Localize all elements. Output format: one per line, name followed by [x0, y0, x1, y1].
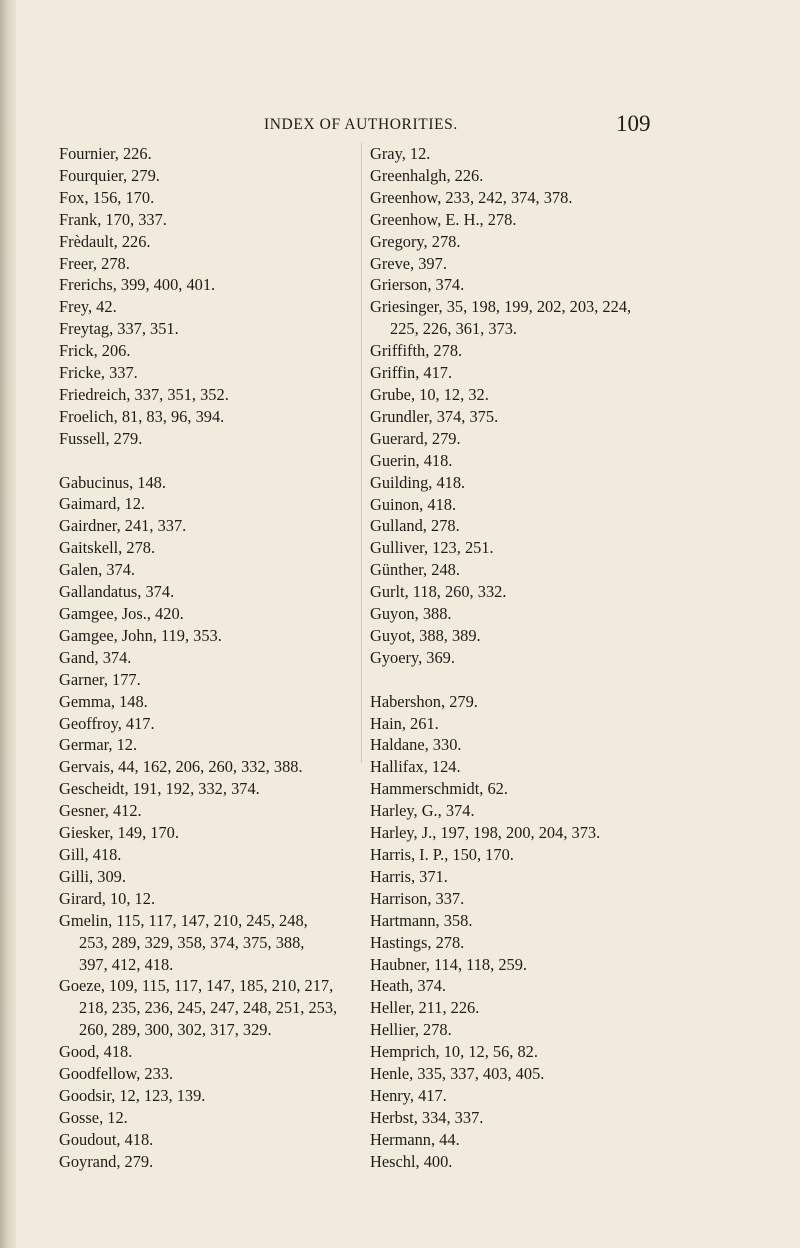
index-entry: Guinon, 418. [370, 494, 457, 514]
index-column-left [59, 143, 354, 1173]
index-entry: Good, 418. [59, 1042, 133, 1062]
index-entry: Gill, 418. [59, 844, 122, 864]
index-entry: Goudout, 418. [59, 1129, 154, 1149]
index-entry: Guyot, 388, 389. [370, 625, 481, 645]
index-entry: Garner, 177. [59, 669, 141, 689]
index-entry: Hastings, 278. [370, 932, 465, 952]
index-entry: Hallifax, 124. [370, 757, 461, 777]
column-divider [361, 143, 362, 763]
index-entry: Gescheidt, 191, 192, 332, 374. [59, 779, 260, 799]
index-entry: Hermann, 44. [370, 1129, 460, 1149]
index-entry: Frick, 206. [59, 341, 131, 361]
index-entry: Gregory, 278. [370, 231, 461, 251]
index-entry: Greenhow, 233, 242, 374, 378. [370, 187, 573, 207]
index-entry: Haldane, 330. [370, 735, 462, 755]
index-entry: Gamgee, Jos., 420. [59, 604, 184, 624]
index-entry: Grundler, 374, 375. [370, 406, 499, 426]
index-entry: Gand, 374. [59, 647, 132, 667]
index-entry: Gaitskell, 278. [59, 538, 156, 558]
index-entry: Heschl, 400. [370, 1151, 453, 1171]
index-entry: Hammerschmidt, 62. [370, 779, 508, 799]
index-entry: Gallandatus, 374. [59, 582, 175, 602]
book-spine-shadow [0, 0, 16, 1248]
index-entry: Fournier, 226. [59, 144, 152, 163]
index-entry: Herbst, 334, 337. [370, 1107, 484, 1127]
index-entry: Grierson, 374. [370, 275, 465, 295]
index-entry: Habershon, 279. [370, 691, 478, 711]
index-entry: Giesker, 149, 170. [59, 823, 179, 843]
index-entry: Gulliver, 123, 251. [370, 538, 494, 558]
index-entry: Fussell, 279. [59, 428, 143, 448]
index-entry: Günther, 248. [370, 560, 460, 580]
index-entry: Griffin, 417. [370, 363, 453, 383]
index-entry: Fourquier, 279. [59, 165, 160, 185]
index-entry: Goeze, 109, 115, 117, 147, 185, 210, 217, 218, 235, 236, 245, 247, 248, 251, 253, 260, 289, 300, 302, 317, 329. [59, 976, 338, 1040]
index-entry: Gesner, 412. [59, 801, 142, 821]
index-entry: Harris, 371. [370, 866, 448, 886]
index-entry: Hain, 261. [370, 713, 439, 733]
index-entry: Gray, 12. [370, 144, 431, 163]
index-entry: Harley, G., 374. [370, 801, 475, 821]
index-entry: Heller, 211, 226. [370, 998, 480, 1018]
index-entry: Guyon, 388. [370, 604, 452, 624]
index-entry: Harrison, 337. [370, 888, 465, 908]
index-entry: Galen, 374. [59, 560, 136, 580]
index-entry: Froelich, 81, 83, 96, 394. [59, 406, 225, 426]
index-entry: Gamgee, John, 119, 353. [59, 625, 222, 645]
index-entry: Hartmann, 358. [370, 910, 473, 930]
index-entry: Guerard, 279. [370, 428, 461, 448]
page-header [0, 111, 800, 135]
index-entry: Gemma, 148. [59, 691, 148, 711]
index-entry: Friedreich, 337, 351, 352. [59, 384, 229, 404]
index-entry: Gmelin, 115, 117, 147, 210, 245, 248, 253, 289, 329, 358, 374, 375, 388, 397, 412, 418. [59, 910, 308, 974]
index-entry: Greenhalgh, 226. [370, 165, 484, 185]
index-entry: Griffifth, 278. [370, 341, 463, 361]
index-entry: Henry, 417. [370, 1085, 447, 1105]
index-entry: Gabucinus, 148. [59, 472, 166, 492]
index-entry: Frerichs, 399, 400, 401. [59, 275, 216, 295]
index-entry: Goyrand, 279. [59, 1151, 154, 1171]
index-entry: Guilding, 418. [370, 472, 466, 492]
index-entry: Gairdner, 241, 337. [59, 516, 187, 536]
index-entry: Germar, 12. [59, 735, 138, 755]
running-head: INDEX OF AUTHORITIES. [264, 116, 458, 133]
index-entry: Girard, 10, 12. [59, 888, 156, 908]
index-entry: Haubner, 114, 118, 259. [370, 954, 527, 974]
index-entry: Heath, 374. [370, 976, 447, 996]
index-entry: Greenhow, E. H., 278. [370, 209, 517, 229]
index-entry: Harris, I. P., 150, 170. [370, 844, 514, 864]
index-entry: Freytag, 337, 351. [59, 319, 179, 339]
index-entry: Frank, 170, 337. [59, 209, 167, 229]
index-entry: Greve, 397. [370, 253, 447, 273]
index-entry: Frey, 42. [59, 297, 117, 317]
index-entry: Gosse, 12. [59, 1107, 128, 1127]
index-entry: Gaimard, 12. [59, 494, 146, 514]
index-entry: Geoffroy, 417. [59, 713, 155, 733]
index-entry: Frèdault, 226. [59, 231, 151, 251]
index-entry: Gervais, 44, 162, 206, 260, 332, 388. [59, 757, 303, 777]
index-entry: Gyoery, 369. [370, 647, 455, 667]
page-number: 109 [616, 111, 651, 136]
index-entry: Grube, 10, 12, 32. [370, 384, 489, 404]
index-column-right [370, 143, 670, 1173]
index-entry: Goodsir, 12, 123, 139. [59, 1085, 206, 1105]
index-entry: Goodfellow, 233. [59, 1064, 174, 1084]
index-entry: Griesinger, 35, 198, 199, 202, 203, 224, 225, 226, 361, 373. [370, 297, 632, 339]
index-entry: Gilli, 309. [59, 866, 126, 886]
index-entry: Fox, 156, 170. [59, 187, 155, 207]
index-entry: Henle, 335, 337, 403, 405. [370, 1064, 545, 1084]
index-entry: Guerin, 418. [370, 450, 453, 470]
index-entry: Harley, J., 197, 198, 200, 204, 373. [370, 823, 601, 843]
index-entry: Gurlt, 118, 260, 332. [370, 582, 507, 602]
index-entry: Freer, 278. [59, 253, 130, 273]
index-entry: Gulland, 278. [370, 516, 460, 536]
index-entry: Hemprich, 10, 12, 56, 82. [370, 1042, 538, 1062]
index-entry: Fricke, 337. [59, 363, 138, 383]
index-entry: Hellier, 278. [370, 1020, 452, 1040]
